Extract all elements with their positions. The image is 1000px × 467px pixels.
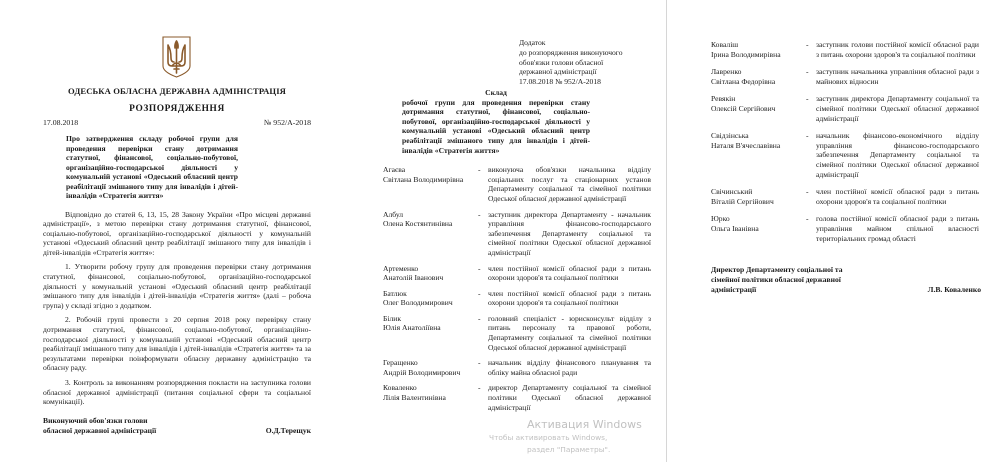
- member-name: Свідзінська Наталя В'ячеславівна: [711, 131, 781, 150]
- member-entry: [711, 67, 981, 86]
- member-dash: -: [806, 131, 809, 141]
- order-body: [43, 86, 311, 436]
- order-subject: Про затвердження складу робочої групи для проведення перевірки стану дотримання статутної, фінансової, соціально-побутової, організаційно-господарської діяльності у комунальній установі «Одеський обласний центр реабілітації змішаного типу для інвалідів і дітей-інвалідів «Стратегія життя»: [66, 134, 238, 200]
- signatory-position-line: адміністрації: [711, 284, 757, 294]
- member-list-continued: [711, 32, 981, 294]
- member-name: Свічинський Віталій Сергійович: [711, 187, 774, 206]
- member-role: начальник відділу фінансового планування та обліку майна обласної ради: [488, 358, 651, 377]
- member-name: Юрко Ольга Іванівна: [711, 214, 759, 233]
- member-role: член постійної комісії обласної ради з питань охорони здоров'я та соціальної політики: [488, 263, 651, 283]
- document-number: № 952/А-2018: [263, 118, 311, 127]
- member-entry: [383, 165, 653, 203]
- watermark-line: Чтобы активировать Windows,: [489, 433, 608, 442]
- appendix-line: обов'язки голови обласної: [519, 57, 604, 67]
- appendix-line: державної адміністрації: [519, 67, 597, 77]
- member-entry: [383, 264, 653, 283]
- date-number-row: [43, 118, 311, 128]
- appendix-line: до розпорядження виконуючого: [519, 47, 623, 57]
- member-entry: [711, 214, 981, 243]
- watermark-title: Активация Windows: [527, 418, 642, 431]
- member-entry: [383, 289, 653, 308]
- member-role: голова постійної комісії обласної ради з питань управління майном спільної власності територіальних громад області: [816, 214, 979, 243]
- member-role: заступник начальника управління обласної ради з майнових відносин: [816, 67, 979, 86]
- member-role: заступник директора Департаменту соціальної та сімейної політики Одеської обласної державної адміністрації: [816, 94, 979, 123]
- member-role: директор Департаменту соціальної та сімейної політики Одеської обласної державної адміністрації: [488, 383, 651, 412]
- signatory-position: [711, 265, 861, 294]
- member-entry: [711, 187, 981, 206]
- signature-block: [711, 265, 981, 294]
- order-page: [0, 0, 340, 467]
- member-entry: [711, 131, 981, 179]
- member-role: начальник фінансово-економічного відділу управління фінансово-господарського забезпечення Департаменту соціальної та сімейної політики Одеської обласної державної адміністрації: [816, 131, 979, 179]
- member-entry: [383, 210, 653, 258]
- signatory-name: Л.В. Коваленко: [927, 284, 981, 294]
- member-dash: -: [478, 313, 481, 323]
- signatory-name: О.Д.Терещук: [265, 425, 311, 435]
- member-name: Коваленко Лілія Валентинівна: [383, 383, 446, 403]
- member-entry: [383, 314, 653, 352]
- member-role: виконуюча обов'язки начальника відділу соціальних послуг та стаціонарних установ Департаменту соціальної та сімейної політики Одеської обласної державної адміністрації: [488, 165, 651, 203]
- appendix-header: [519, 38, 649, 87]
- order-item-3: 3. Контроль за виконанням розпорядження покласти на заступника голови обласної державної адміністрації (питання соціальної сфери та соціальної комунікації).: [43, 378, 311, 407]
- member-dash: -: [806, 187, 809, 197]
- member-name: Білик Юлія Анатоліївна: [383, 313, 441, 333]
- signatory-position-line: сімейної політики обласної державної: [711, 274, 841, 284]
- document-date: 17.08.2018: [43, 118, 79, 127]
- member-role: заступник голови постійної комісії обласної ради з питань охорони здоров'я та соціальної політики: [816, 40, 979, 59]
- appendix-line: Додаток: [519, 38, 546, 47]
- document-type: РОЗПОРЯДЖЕННЯ: [129, 104, 225, 114]
- order-preamble: Відповідно до статей 6, 13, 15, 28 Закону України «Про місцеві державні адміністрації», з метою перевірки стану дотримання статутної, фінансової, соціально-побутової, організаційно-господарської діяльності у комунальній установі «Одеський обласний центр реабілітації змішаного типу для інвалідів і дітей-інвалідів «Стратегія життя»:: [43, 209, 311, 257]
- member-name: Коваліш Ірина Володимирівна: [711, 40, 781, 59]
- member-dash: -: [478, 209, 481, 219]
- member-dash: -: [806, 94, 809, 104]
- member-entry: [383, 383, 653, 412]
- member-dash: -: [478, 288, 481, 298]
- member-name: Албул Олена Костянтинівна: [383, 209, 453, 229]
- composition-body: [383, 88, 653, 412]
- member-entry: [383, 358, 653, 377]
- member-name: Лавренко Світлана Федорівна: [711, 67, 776, 86]
- member-dash: -: [806, 40, 809, 49]
- signatory-position-line: обласної державної адміністрації: [43, 425, 157, 435]
- member-role: член постійної комісії обласної ради з питань охорони здоров'я та соціальної політики: [816, 187, 979, 206]
- member-list: [383, 165, 653, 412]
- order-item-2: 2. Робочій групі провести з 20 серпня 2018 року перевірку стану дотримання статутної, фінансової, соціально-побутової, організаційно-господарської діяльності у комунальній установі «Одеський обласний центр реабілітації змішаного типу для інвалідів і дітей-інвалідів «Стратегія життя» та за результатами перевірки поінформувати обласну державну адміністрацію та обласну раду.: [43, 315, 311, 373]
- member-name: Артеменко Анатолій Іванович: [383, 263, 444, 283]
- composition-heading: [402, 88, 590, 155]
- member-name: Геращенко Андрій Володимирович: [383, 358, 461, 377]
- coat-of-arms-icon: [162, 36, 191, 78]
- appendix-continued-page: [667, 0, 1000, 467]
- member-dash: -: [806, 214, 809, 224]
- member-entry: [711, 94, 981, 123]
- member-dash: -: [478, 263, 481, 273]
- member-role: член постійної комісії обласної ради з питань охорони здоров'я та соціальної політики: [488, 288, 651, 308]
- member-role: головний спеціаліст - юрисконсульт відділу з питань персоналу та правової роботи, Департаменту соціальної та сімейної політики Одеської обласної державної адміністрації: [488, 313, 651, 352]
- member-dash: -: [478, 383, 481, 393]
- member-entry: [711, 40, 981, 59]
- signatory-position: [43, 416, 156, 436]
- appendix-line: 17.08.2018 № 952/А-2018: [519, 77, 601, 87]
- signatory-position-line: Виконуючий обов'язки голови: [43, 415, 148, 425]
- member-name: Ревякін Олексій Сергійович: [711, 94, 776, 113]
- appendix-page: [340, 0, 666, 467]
- composition-title: Склад: [485, 88, 507, 97]
- member-dash: -: [806, 67, 809, 77]
- member-role: заступник директора Департаменту - начальник управління фінансово-господарського забезпечення Департаменту соціальної та сімейної політики Одеської обласної державної адміністрації: [488, 209, 651, 257]
- member-name: Батлюк Олег Володимирович: [383, 288, 453, 308]
- organization-title: ОДЕСЬКА ОБЛАСНА ДЕРЖАВНА АДМІНІСТРАЦІЯ: [68, 86, 286, 96]
- composition-subtitle: робочої групи для проведення перевірки стану дотримання статутної, фінансової, соціально-побутової, організаційно-господарської діяльності у комунальній установі «Одеський обласний центр реабілітації змішаного типу для інвалідів і дітей-інвалідів «Стратегія життя»: [402, 97, 590, 155]
- order-item-1: 1. Утворити робочу групу для проведення перевірки стану дотримання статутної, фінансової, соціально-побутової, організаційно-господарської діяльності у комунальній установі «Одеський обласний центр реабілітації змішаного типу для інвалідів і дітей-інвалідів «Стратегія життя» (далі – робоча група) у складі згідно з додатком.: [43, 262, 311, 310]
- signature-block: [43, 416, 311, 436]
- watermark-line: раздел "Параметры".: [527, 445, 611, 454]
- member-dash: -: [478, 358, 481, 368]
- member-dash: -: [478, 165, 481, 175]
- signatory-position-line: Директор Департаменту соціальної та: [711, 265, 843, 275]
- member-name: Агаєва Світлана Володимирівна: [383, 165, 464, 184]
